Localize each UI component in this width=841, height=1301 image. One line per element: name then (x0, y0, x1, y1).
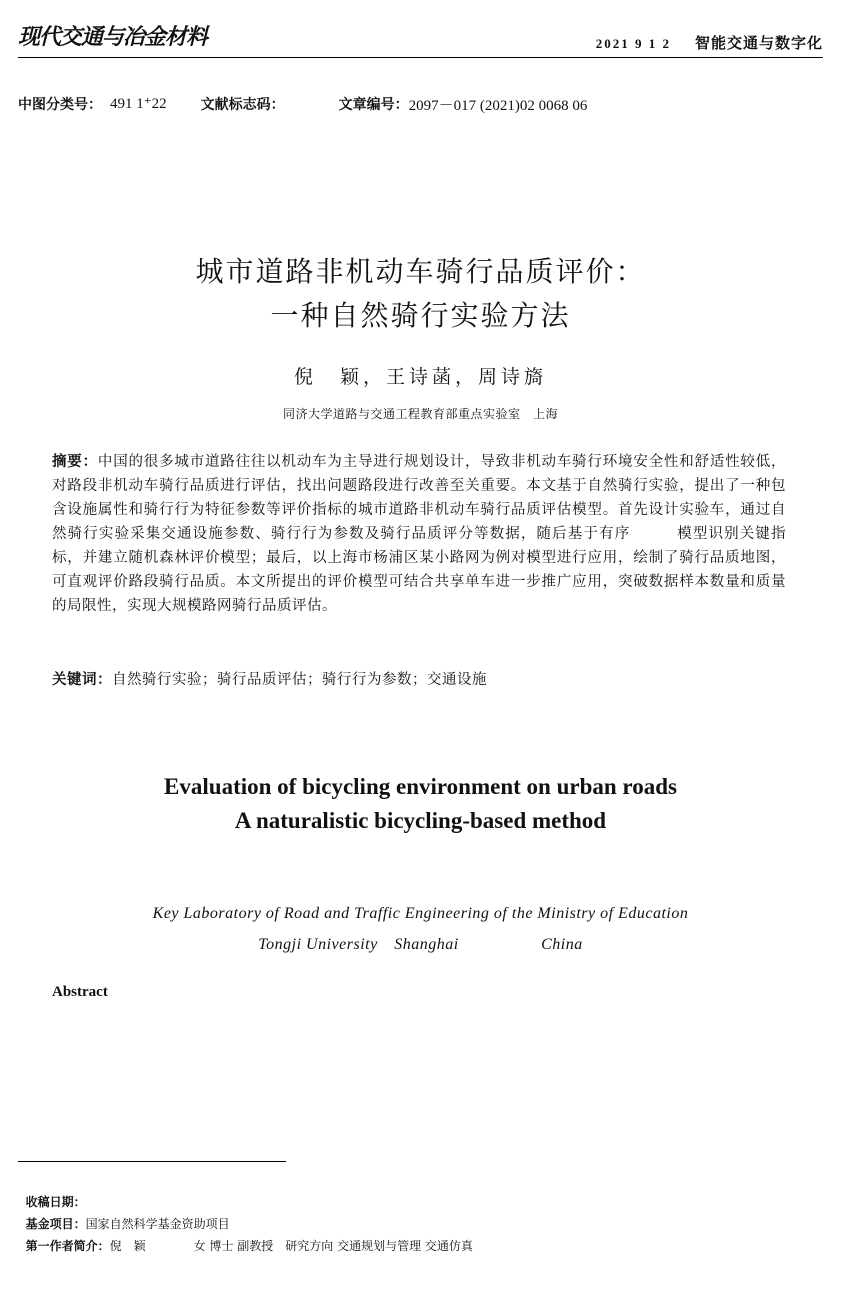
title-en-line1: Evaluation of bicycling environment on urban roads (164, 774, 677, 799)
keywords-text: 自然骑行实验；骑行品质评估；骑行行为参数；交通设施 (112, 672, 487, 688)
affiliation-en-line2: Tongji University Shanghai China (258, 936, 583, 953)
abstract-cn-label: 摘要： (52, 454, 98, 470)
article-metadata (18, 94, 587, 115)
article-number-value: 2097－017 (2021)02 0068 06 (408, 98, 588, 114)
footnote-author (18, 1223, 473, 1254)
title-cn-line1: 城市道路非机动车骑行品质评价： (195, 255, 646, 288)
footnote-divider (18, 1161, 286, 1162)
running-header (596, 32, 823, 53)
keywords-label: 关键词： (52, 672, 112, 688)
section-title: 智能交通与数字化 (694, 34, 823, 52)
header-divider (18, 57, 823, 58)
doc-code-value (285, 94, 339, 115)
author-bio-value: 倪 颖 女 博士 副教授 研究方向 交通规划与管理 交通仿真 (109, 1239, 473, 1253)
article-number-label: 文章编号： (338, 97, 409, 113)
fund-value: 国家自然科学基金资助项目 (85, 1217, 230, 1231)
abstract-en-label: Abstract (52, 984, 108, 1000)
keywords (52, 668, 786, 692)
journal-logo: 现代交通与冶金材料 (18, 24, 208, 50)
issue-date: 2021 9 1 2 (595, 36, 671, 51)
received-label: 收稿日期： (25, 1195, 86, 1209)
title-en-line2: A naturalistic bicycling-based method (234, 808, 607, 833)
affiliation-cn: 同济大学道路与交通工程教育部重点实验室 上海 (282, 407, 558, 421)
authors: 倪 颖，王诗菡，周诗旖 (293, 366, 547, 388)
clc-value: 491 1⁺22 (110, 96, 167, 112)
fund-label: 基金项目： (25, 1217, 86, 1231)
affiliation-en-line1: Key Laboratory of Road and Traffic Engineering of the Ministry of Education (152, 905, 689, 922)
title-cn-line2: 一种自然骑行实验方法 (270, 299, 571, 332)
doc-code-label: 文献标志码： (200, 97, 285, 113)
clc-label: 中图分类号： (18, 97, 102, 113)
author-bio-label: 第一作者简介： (25, 1239, 110, 1253)
abstract-cn-text: 中国的很多城市道路往往以机动车为主导进行规划设计，导致非机动车骑行环境安全性和舒适性较低，对路段非机动车骑行品质进行评估，找出问题路段进行改善至关重要。本文基于自然骑行实验，提出了一种包含设施属性和骑行行为特征参数等评价指标的城市道路非机动车骑行品质评估模型。首先设计实验车，通过自然骑行实验采集交通设施参数、骑行行为参数及骑行品质评分等数据，随后基于有序 模型识别关键指标，并建立随机森林评价模型；最后，以上海市杨浦区某小路网为例对模型进行应用，绘制了骑行品质地图，可直观评价路段骑行品质。本文所提出的评价模型可结合共享单车进一步推广应用，突破数据样本数量和质量的局限性，实现大规模路网骑行品质评估。 (52, 454, 787, 614)
abstract-cn (52, 450, 786, 618)
